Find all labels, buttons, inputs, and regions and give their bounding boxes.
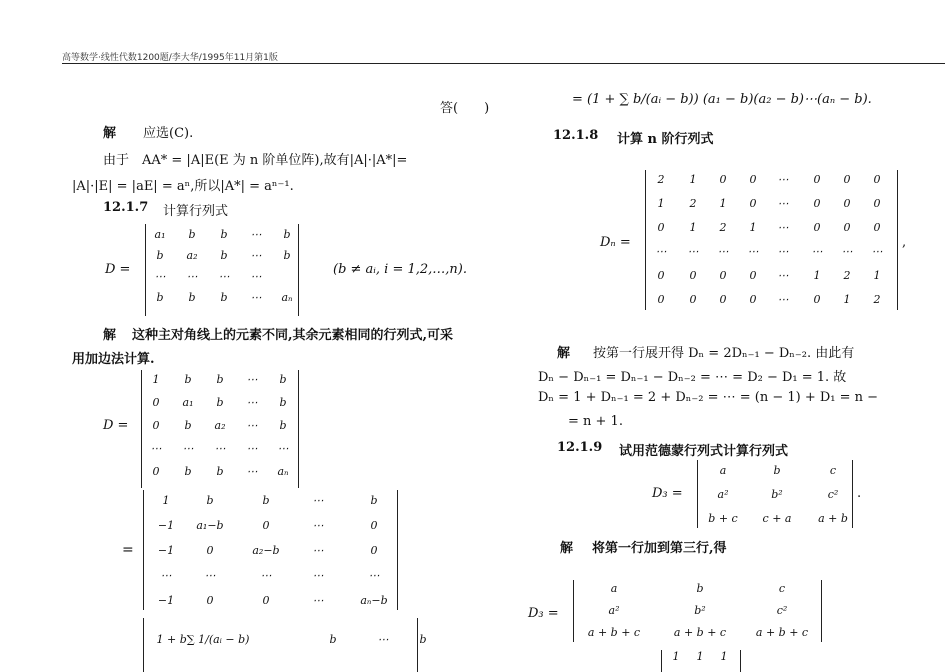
determinant-label: D = bbox=[103, 418, 129, 433]
det-bar-right bbox=[821, 580, 822, 642]
text-line: 用加边法计算. bbox=[72, 352, 155, 367]
matrix-cell: 1 bbox=[689, 221, 697, 234]
matrix-cell: ⋯ bbox=[246, 419, 258, 432]
det-bar-right bbox=[397, 490, 398, 610]
matrix-cell: a₁ bbox=[154, 228, 166, 241]
matrix-cell: ⋯ bbox=[204, 569, 216, 582]
matrix-cell: 0 bbox=[657, 293, 665, 306]
matrix-cell: ⋯ bbox=[312, 544, 324, 557]
text-line: 这种主对角线上的元素不同,其余元素相同的行列式,可采 bbox=[132, 328, 454, 343]
matrix-cell: ⋯ bbox=[246, 465, 258, 478]
matrix-cell: 0 bbox=[873, 221, 881, 234]
matrix-cell: b bbox=[220, 228, 228, 241]
matrix-cell: 0 bbox=[689, 293, 697, 306]
matrix-cell: 0 bbox=[813, 197, 821, 210]
matrix-cell: ⋯ bbox=[312, 494, 324, 507]
problem-number: 12.1.9 bbox=[557, 440, 603, 455]
solution-heading: 解 bbox=[557, 346, 571, 361]
matrix-cell: ⋯ bbox=[717, 245, 729, 258]
text-line: |A|·|E| = |aE| = aⁿ,所以|A*| = aⁿ⁻¹. bbox=[72, 179, 294, 194]
text-line: 由于 AA* = |A|E(E 为 n 阶单位阵),故有|A|·|A*|= bbox=[103, 153, 408, 168]
matrix-cell: b bbox=[220, 291, 228, 304]
matrix-cell: b bbox=[188, 228, 196, 241]
matrix-cell: 0 bbox=[749, 197, 757, 210]
determinant-label: D = bbox=[105, 262, 131, 277]
matrix-cell: 0 bbox=[657, 269, 665, 282]
answer-label: 答( ) bbox=[440, 101, 490, 116]
matrix-cell: 0 bbox=[813, 221, 821, 234]
matrix-cell: 1 bbox=[689, 173, 697, 186]
matrix-cell: b bbox=[184, 465, 192, 478]
matrix-cell: ⋯ bbox=[250, 291, 262, 304]
matrix-cell: 0 bbox=[843, 173, 851, 186]
matrix-cell: a² bbox=[608, 604, 620, 617]
matrix-cell: 1 bbox=[749, 221, 757, 234]
matrix-cell: b bbox=[279, 396, 287, 409]
matrix-cell: a bbox=[610, 582, 618, 595]
text-line: Dₙ − Dₙ₋₁ = Dₙ₋₁ − Dₙ₋₂ = ⋯ = D₂ − D₁ = 1. 故 bbox=[538, 370, 847, 385]
matrix-cell: 2 bbox=[657, 173, 665, 186]
matrix-cell: 0 bbox=[843, 197, 851, 210]
matrix-cell: 0 bbox=[689, 269, 697, 282]
matrix-cell: ⋯ bbox=[186, 270, 198, 283]
matrix-cell: 0 bbox=[719, 173, 727, 186]
matrix-cell: ⋯ bbox=[777, 221, 789, 234]
problem-title: 计算 n 阶行列式 bbox=[617, 132, 714, 147]
matrix-cell: a bbox=[719, 464, 727, 477]
matrix-cell: b bbox=[216, 373, 224, 386]
det-bar-left bbox=[645, 170, 646, 310]
matrix-cell: b bbox=[279, 419, 287, 432]
determinant-label: D₃ = bbox=[528, 606, 559, 621]
matrix-cell: ⋯ bbox=[260, 569, 272, 582]
det-bar-left bbox=[573, 580, 574, 642]
matrix-cell: 1 bbox=[813, 269, 821, 282]
matrix-cell: −1 bbox=[157, 594, 175, 607]
matrix-cell: 1 bbox=[152, 373, 160, 386]
equals-sign: = bbox=[122, 542, 134, 558]
matrix-cell: b bbox=[188, 291, 196, 304]
matrix-cell: 1 bbox=[672, 650, 680, 663]
text-line: = n + 1. bbox=[568, 414, 623, 429]
matrix-cell: ⋯ bbox=[250, 249, 262, 262]
matrix-cell: a + b + c bbox=[587, 626, 641, 639]
matrix-cell: 0 bbox=[749, 293, 757, 306]
matrix-cell: b bbox=[696, 582, 704, 595]
matrix-cell: c bbox=[778, 582, 786, 595]
matrix-cell: ⋯ bbox=[777, 269, 789, 282]
det-bar-right bbox=[740, 650, 741, 672]
matrix-cell: b bbox=[216, 465, 224, 478]
matrix-cell: 1 bbox=[657, 197, 665, 210]
matrix-cell: b bbox=[773, 464, 781, 477]
matrix-cell: b² bbox=[771, 488, 783, 501]
matrix-cell: b bbox=[283, 249, 291, 262]
matrix-cell: 0 bbox=[152, 465, 160, 478]
problem-title: 计算行列式 bbox=[163, 204, 229, 219]
matrix-cell: ⋯ bbox=[777, 197, 789, 210]
matrix-cell: 1 bbox=[696, 650, 704, 663]
matrix-cell: 1 + b∑ 1/(aᵢ − b) bbox=[156, 633, 250, 646]
text-line: Dₙ = 1 + Dₙ₋₁ = 2 + Dₙ₋₂ = ⋯ = (n − 1) + D₁ = n − bbox=[538, 390, 879, 405]
matrix-cell: b bbox=[283, 228, 291, 241]
matrix-cell: b bbox=[279, 373, 287, 386]
det-bar-left bbox=[143, 618, 144, 672]
matrix-cell: b bbox=[184, 419, 192, 432]
matrix-cell: 0 bbox=[657, 221, 665, 234]
det-bar-left bbox=[143, 490, 144, 610]
matrix-cell: ⋯ bbox=[277, 442, 289, 455]
matrix-cell: 0 bbox=[843, 221, 851, 234]
matrix-cell: ⋯ bbox=[368, 569, 380, 582]
matrix-cell: ⋯ bbox=[871, 245, 883, 258]
matrix-cell: 0 bbox=[370, 544, 378, 557]
matrix-cell: ⋯ bbox=[150, 442, 162, 455]
matrix-cell: ⋯ bbox=[246, 396, 258, 409]
matrix-cell: a₁−b bbox=[196, 519, 224, 532]
matrix-cell: b bbox=[329, 633, 337, 646]
matrix-cell: ⋯ bbox=[747, 245, 759, 258]
matrix-cell: b bbox=[220, 249, 228, 262]
matrix-cell: ⋯ bbox=[777, 245, 789, 258]
result-line: = (1 + ∑ b/(aᵢ − b)) (a₁ − b)(a₂ − b)⋯(aₙ − b). bbox=[572, 92, 872, 107]
matrix-cell: 0 bbox=[813, 293, 821, 306]
det-bar-right bbox=[897, 170, 898, 310]
matrix-cell: b bbox=[156, 291, 164, 304]
matrix-cell: ⋯ bbox=[182, 442, 194, 455]
matrix-cell: 0 bbox=[873, 173, 881, 186]
text-line: 将第一行加到第三行,得 bbox=[592, 541, 727, 556]
matrix-cell: ⋯ bbox=[841, 245, 853, 258]
matrix-cell: c bbox=[829, 464, 837, 477]
matrix-cell: a + b + c bbox=[755, 626, 809, 639]
matrix-cell: ⋯ bbox=[312, 569, 324, 582]
matrix-cell: b bbox=[262, 494, 270, 507]
matrix-cell: ⋯ bbox=[777, 173, 789, 186]
matrix-cell: 0 bbox=[749, 173, 757, 186]
matrix-cell: 1 bbox=[719, 197, 727, 210]
matrix-cell: b bbox=[156, 249, 164, 262]
matrix-cell: a + b + c bbox=[673, 626, 727, 639]
matrix-cell: ⋯ bbox=[312, 594, 324, 607]
matrix-cell: 1 bbox=[843, 293, 851, 306]
determinant-label: D₃ = bbox=[652, 486, 683, 501]
period: . bbox=[857, 486, 862, 501]
matrix-cell: c² bbox=[776, 604, 788, 617]
determinant-label: Dₙ = bbox=[600, 235, 631, 250]
matrix-cell: a₂ bbox=[214, 419, 226, 432]
matrix-cell: ⋯ bbox=[811, 245, 823, 258]
matrix-cell: ⋯ bbox=[246, 373, 258, 386]
det-bar-right bbox=[298, 370, 299, 488]
det-bar-left bbox=[661, 650, 662, 672]
matrix-cell: b bbox=[216, 396, 224, 409]
matrix-cell: 0 bbox=[813, 173, 821, 186]
matrix-cell: 0 bbox=[152, 396, 160, 409]
problem-title: 试用范德蒙行列式计算行列式 bbox=[619, 444, 789, 459]
solution-heading: 解 bbox=[103, 126, 117, 141]
matrix-cell: 0 bbox=[719, 269, 727, 282]
matrix-cell: aₙ bbox=[277, 465, 289, 478]
matrix-cell: ⋯ bbox=[154, 270, 166, 283]
header-rule bbox=[62, 63, 945, 64]
matrix-cell: b bbox=[419, 633, 427, 646]
matrix-cell: ⋯ bbox=[377, 633, 389, 646]
matrix-cell: 0 bbox=[370, 519, 378, 532]
matrix-cell: a₁ bbox=[182, 396, 194, 409]
solution-heading: 解 bbox=[560, 541, 574, 556]
matrix-cell: ⋯ bbox=[214, 442, 226, 455]
matrix-cell: ⋯ bbox=[250, 228, 262, 241]
matrix-cell: aₙ−b bbox=[360, 594, 388, 607]
matrix-cell: a₂−b bbox=[252, 544, 280, 557]
matrix-cell: b bbox=[370, 494, 378, 507]
matrix-cell: b + c bbox=[708, 512, 738, 525]
matrix-cell: aₙ bbox=[281, 291, 293, 304]
matrix-cell: ⋯ bbox=[687, 245, 699, 258]
matrix-cell: 1 bbox=[873, 269, 881, 282]
comma: , bbox=[902, 235, 907, 250]
matrix-cell: 2 bbox=[689, 197, 697, 210]
matrix-cell: b bbox=[184, 373, 192, 386]
matrix-cell: a² bbox=[717, 488, 729, 501]
matrix-cell: b² bbox=[694, 604, 706, 617]
matrix-cell: 2 bbox=[719, 221, 727, 234]
matrix-cell: 2 bbox=[843, 269, 851, 282]
matrix-cell: −1 bbox=[157, 519, 175, 532]
matrix-cell: a + b bbox=[818, 512, 848, 525]
matrix-cell: a₂ bbox=[186, 249, 198, 262]
matrix-cell: c + a bbox=[762, 512, 792, 525]
problem-number: 12.1.8 bbox=[553, 128, 599, 143]
matrix-cell: 0 bbox=[749, 269, 757, 282]
running-header: 高等数学·线性代数1200题/李大华/1995年11月第1版 bbox=[62, 53, 278, 63]
solution-text: 应选(C). bbox=[143, 126, 194, 141]
matrix-cell: b bbox=[206, 494, 214, 507]
matrix-cell: 0 bbox=[719, 293, 727, 306]
matrix-cell: ⋯ bbox=[312, 519, 324, 532]
matrix-cell: ⋯ bbox=[777, 293, 789, 306]
matrix-cell: 0 bbox=[262, 519, 270, 532]
matrix-cell: ⋯ bbox=[250, 270, 262, 283]
matrix-cell: 0 bbox=[206, 594, 214, 607]
matrix-cell: −1 bbox=[157, 544, 175, 557]
matrix-cell: ⋯ bbox=[246, 442, 258, 455]
matrix-cell: 0 bbox=[262, 594, 270, 607]
matrix-cell: ⋯ bbox=[160, 569, 172, 582]
matrix-cell: 2 bbox=[873, 293, 881, 306]
matrix-cell: c² bbox=[827, 488, 839, 501]
problem-number: 12.1.7 bbox=[103, 200, 149, 215]
condition: (b ≠ aᵢ, i = 1,2,…,n). bbox=[333, 262, 468, 277]
solution-heading: 解 bbox=[103, 328, 117, 343]
text-line: 按第一行展开得 Dₙ = 2Dₙ₋₁ − Dₙ₋₂. 由此有 bbox=[593, 346, 855, 361]
matrix-cell: ⋯ bbox=[655, 245, 667, 258]
matrix-cell: 1 bbox=[162, 494, 170, 507]
matrix-cell: 0 bbox=[152, 419, 160, 432]
matrix-cell: ⋯ bbox=[218, 270, 230, 283]
matrix-cell: 0 bbox=[206, 544, 214, 557]
matrix-cell: 1 bbox=[720, 650, 728, 663]
matrix-cell: 0 bbox=[873, 197, 881, 210]
det-bar-left bbox=[697, 460, 698, 528]
